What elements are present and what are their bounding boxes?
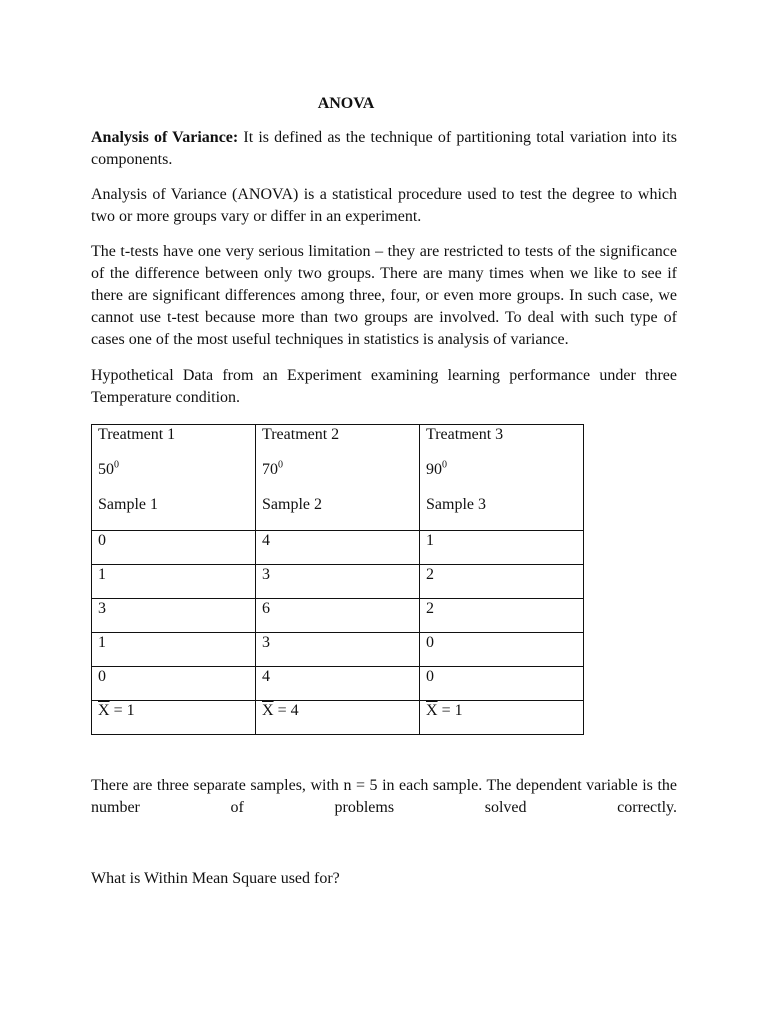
table-cell: 1 — [420, 531, 584, 565]
definition-paragraph — [91, 127, 677, 171]
header-cell-treatment-2 — [256, 425, 420, 531]
mean-cell — [92, 701, 256, 735]
table-cell: 0 — [420, 633, 584, 667]
table-row — [92, 531, 584, 565]
treatment-label: Treatment 1 — [98, 426, 176, 443]
mean-value: = 1 — [437, 702, 463, 719]
table-cell: 0 — [92, 667, 256, 701]
table-row — [92, 633, 584, 667]
mean-value: = 4 — [273, 702, 299, 719]
t-test-limitation-paragraph: The t-tests have one very serious limitation – they are restricted to tests of the significance of the difference between only two groups. There are many times when we like to see if there are significant differences among three, four, or even more groups. In such case, we cannot use t-test because more than two groups are involved. To deal with such type of cases one of the most useful techniques in statistics is analysis of variance. — [91, 243, 677, 348]
table-cell: 4 — [256, 667, 420, 701]
sample-label: Sample 1 — [98, 496, 158, 513]
treatment-label: Treatment 3 — [426, 426, 504, 443]
table-header-row — [92, 425, 584, 531]
header-cell-treatment-3 — [420, 425, 584, 531]
table-cell: 0 — [92, 531, 256, 565]
table-cell: 1 — [92, 633, 256, 667]
definition-term: Analysis of Variance: — [91, 129, 239, 146]
mean-value: = 1 — [109, 702, 135, 719]
table-row — [92, 667, 584, 701]
table-cell: 2 — [420, 565, 584, 599]
temperature-value: 90 — [426, 461, 442, 478]
question-paragraph: What is Within Mean Square used for? — [91, 870, 340, 887]
degree-superscript: 0 — [114, 459, 119, 471]
anova-description-paragraph: Analysis of Variance (ANOVA) is a statistical procedure used to test the degree to which two or more groups vary or differ in an experiment. — [91, 186, 677, 225]
table-cell: 6 — [256, 599, 420, 633]
x-bar-symbol: $\overline{X}$ — [426, 702, 438, 719]
temperature-label — [426, 460, 577, 495]
samples-description-paragraph: There are three separate samples, with n = 5 in each sample. The dependent variable is the number of problems solved correctly. — [91, 777, 677, 816]
temperature-value: 70 — [262, 461, 278, 478]
hypothetical-data-paragraph: Hypothetical Data from an Experiment examining learning performance under three Temperature condition. — [91, 367, 677, 406]
sample-label: Sample 2 — [262, 496, 322, 513]
table-cell: 3 — [256, 565, 420, 599]
table-cell: 0 — [420, 667, 584, 701]
temperature-value: 50 — [98, 461, 114, 478]
degree-superscript: 0 — [442, 459, 447, 471]
mean-cell — [256, 701, 420, 735]
table-cell: 1 — [92, 565, 256, 599]
table-row — [92, 565, 584, 599]
document-title: ANOVA — [317, 95, 375, 112]
definition-text: It is defined as the technique of partitioning total variation into its components. — [91, 129, 677, 168]
table-cell: 4 — [256, 531, 420, 565]
treatment-label: Treatment 2 — [262, 426, 340, 443]
table-cell: 2 — [420, 599, 584, 633]
mean-cell — [420, 701, 584, 735]
sample-label: Sample 3 — [426, 496, 486, 513]
x-bar-symbol: $\overline{X}$ — [98, 702, 110, 719]
table-row — [92, 599, 584, 633]
table-cell: 3 — [92, 599, 256, 633]
temperature-label — [262, 460, 413, 495]
table-cell: 3 — [256, 633, 420, 667]
header-cell-treatment-1 — [92, 425, 256, 531]
degree-superscript: 0 — [278, 459, 283, 471]
temperature-label — [98, 460, 249, 495]
data-table — [91, 424, 584, 735]
mean-row — [92, 701, 584, 735]
x-bar-symbol: $\overline{X}$ — [262, 702, 274, 719]
